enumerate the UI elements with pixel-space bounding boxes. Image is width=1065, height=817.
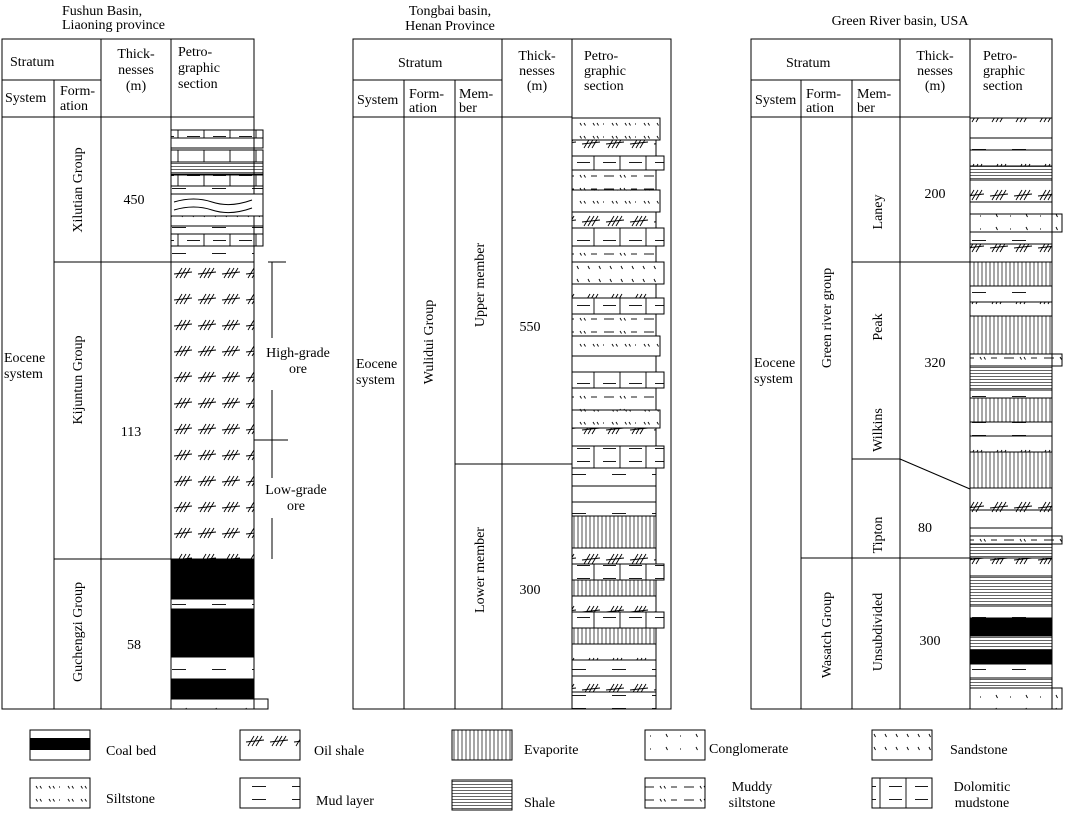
legend-item-coal-bed [30,730,156,760]
tongbai-member-header-1: Mem- [459,87,494,102]
tongbai-thickness-header-2: nesses [519,64,555,79]
legend-label-coal-bed: Coal bed [106,744,157,759]
fushun-ore-high-1: High-grade [266,346,330,361]
fushun-formation-header-1: Form- [60,84,95,99]
tongbai-member-header-2: ber [459,101,477,116]
fushun-thickness-kijuntun: 113 [120,425,142,440]
fushun-system-2: system [4,367,43,382]
green-petro-header-2: graphic [983,64,1025,79]
green-thickness-peak-wilkins: 320 [924,356,946,371]
tongbai-member-upper: Upper member [473,242,488,328]
fushun-ore-brackets [254,262,288,559]
fushun-petro-header-3: section [178,77,218,92]
green-formation-wasatch: Wasatch Group [820,591,835,679]
green-system-1: Eocene [754,356,796,371]
green-system-2: system [754,372,793,387]
green-title: Green River basin, USA [831,14,969,29]
fushun-thickness-header-3: (m) [125,79,147,94]
green-system-header: System [755,93,797,108]
tongbai-petro-header-1: Petro- [584,49,619,64]
tongbai-thickness-upper: 550 [519,320,541,335]
green-member-peak: Peak [871,313,886,341]
green-member-laney: Laney [871,194,886,230]
tongbai-formation-wulidui: Wulidui Group [422,299,437,385]
green-petrographic-section [970,118,1062,709]
fushun-thickness-guchengzi: 58 [127,638,141,653]
green-petro-header-3: section [983,79,1023,94]
fushun-ore-high-2: ore [289,362,307,377]
green-formation-green-river: Green river group [820,267,835,369]
tongbai-system-1: Eocene [356,357,398,372]
legend-item-sandstone [872,730,1008,760]
legend-label-muddy-siltstone-2: siltstone [728,796,776,811]
green-formation-header-1: Form- [806,87,841,102]
tongbai-system-header: System [357,93,399,108]
legend-item-muddy-siltstone [645,778,775,811]
fushun-stratum-header: Stratum [10,55,55,70]
tongbai-thickness-header-1: Thick- [518,49,556,64]
green-thickness-header-3: (m) [924,79,946,94]
fushun-ore-low-2: ore [287,499,305,514]
legend-label-evaporite: Evaporite [524,743,579,758]
green-river-column [751,14,1062,709]
legend-item-mud-layer [240,778,374,809]
fushun-formation-header-2: ation [60,99,88,114]
tongbai-stratum-header: Stratum [398,56,443,71]
legend-label-dolomitic-mudstone-1: Dolomitic [953,780,1011,795]
legend-item-shale [452,780,555,811]
green-thickness-laney: 200 [924,187,946,202]
green-member-header-2: ber [857,101,875,116]
tongbai-column [353,4,671,709]
fushun-petro-header-2: graphic [178,61,220,76]
legend-label-mud-layer: Mud layer [316,794,374,809]
fushun-formation-xilutian: Xilutian Group [71,147,86,233]
green-formation-header-2: ation [806,101,834,116]
legend-label-conglomerate: Conglomerate [709,742,789,757]
green-thickness-header-2: nesses [917,64,953,79]
fushun-thickness-header-2: nesses [118,63,154,78]
legend-label-dolomitic-mudstone-2: mudstone [954,796,1010,811]
legend-item-evaporite [452,730,578,760]
tongbai-petro-header-3: section [584,79,624,94]
tongbai-member-lower: Lower member [473,527,488,613]
legend-label-siltstone: Siltstone [106,792,156,807]
fushun-formation-guchengzi: Guchengzi Group [71,582,86,682]
fushun-formation-kijuntun: Kijuntun Group [71,335,86,425]
legend-label-shale: Shale [524,796,556,811]
tongbai-formation-header-2: ation [409,101,437,116]
green-thickness-tipton: 80 [918,521,932,536]
tongbai-system-2: system [356,373,395,388]
fushun-petrographic-section [171,130,268,709]
legend-label-muddy-siltstone-1: Muddy [731,780,773,795]
legend-label-sandstone: Sandstone [950,743,1008,758]
green-stratum-header: Stratum [786,56,831,71]
fushun-title-line2: Liaoning province [62,18,166,33]
legend-item-conglomerate [645,730,788,760]
tongbai-thickness-header-3: (m) [526,79,548,94]
fushun-system-header: System [5,91,47,106]
green-petro-header-1: Petro- [983,49,1018,64]
tongbai-thickness-lower: 300 [519,583,541,598]
fushun-petro-header-1: Petro- [178,45,213,60]
fushun-system-1: Eocene [4,351,46,366]
fushun-column [2,4,330,709]
tongbai-formation-header-1: Form- [409,87,444,102]
green-member-unsubdivided: Unsubdivided [871,592,886,672]
green-thickness-unsubdivided: 300 [919,634,941,649]
legend-label-oil-shale: Oil shale [314,744,365,759]
legend-item-oil-shale [240,730,364,760]
fushun-thickness-header-1: Thick- [117,47,155,62]
tongbai-petro-header-2: graphic [584,64,626,79]
green-member-header-1: Mem- [857,87,892,102]
legend-item-siltstone [30,778,155,808]
fushun-ore-low-1: Low-grade [265,483,327,498]
fushun-thickness-xilutian: 450 [123,193,145,208]
green-thickness-header-1: Thick- [916,49,954,64]
tongbai-title-line2: Henan Province [405,19,495,34]
tongbai-petrographic-section [572,118,664,709]
legend [30,730,1010,811]
tongbai-title-line1: Tongbai basin, [408,4,492,19]
green-member-tipton: Tipton [871,516,886,554]
green-member-wilkins: Wilkins [871,408,886,452]
fushun-title-line1: Fushun Basin, [62,4,143,19]
legend-item-dolomitic-mudstone [872,778,1010,811]
